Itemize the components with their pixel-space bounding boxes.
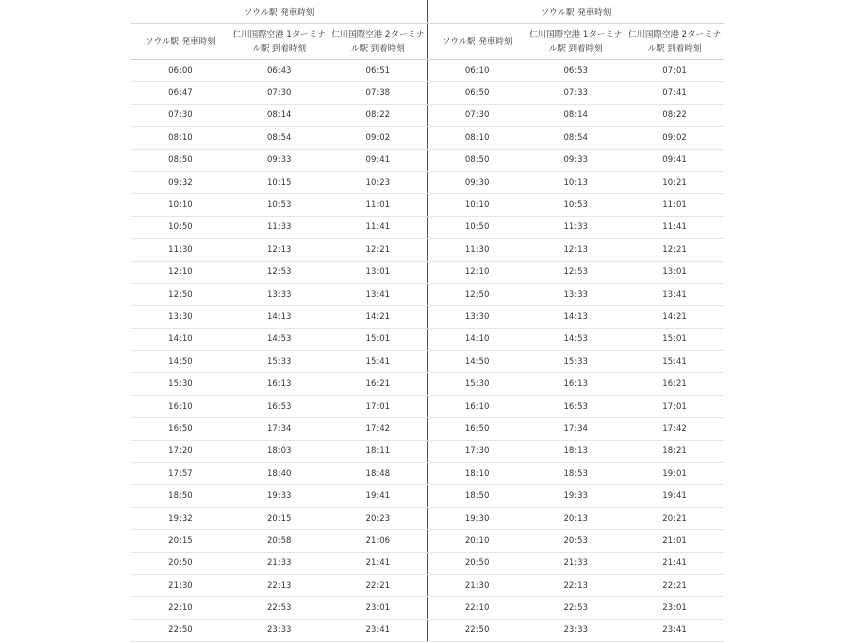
right-t1-arrival-time: 09:33 — [526, 149, 625, 171]
right-t1-arrival-time: 20:53 — [526, 530, 625, 552]
left-t1-arrival-time: 21:33 — [230, 552, 329, 574]
right-seoul-departure-time: 22:50 — [427, 619, 526, 641]
right-t2-arrival-time: 21:41 — [625, 552, 724, 574]
right-t1-arrival-time: 06:53 — [526, 60, 625, 82]
right-t1-arrival-time: 21:33 — [526, 552, 625, 574]
right-seoul-departure-time: 15:30 — [427, 373, 526, 395]
right-seoul-departure-time: 06:10 — [427, 60, 526, 82]
left-seoul-departure-time: 17:57 — [131, 463, 230, 485]
right-t1-arrival-time: 10:13 — [526, 171, 625, 193]
right-t1-arrival-time: 11:33 — [526, 216, 625, 238]
table-row — [131, 373, 724, 395]
right-t2-arrival-time: 08:22 — [625, 104, 724, 126]
left-t2-arrival-time: 18:11 — [329, 440, 428, 462]
left-t1-arrival-time: 12:53 — [230, 261, 329, 283]
right-seoul-departure-time: 18:10 — [427, 463, 526, 485]
right-seoul-departure-time: 13:30 — [427, 306, 526, 328]
left-seoul-departure-time: 06:47 — [131, 82, 230, 104]
right-t1-arrival-time: 22:13 — [526, 574, 625, 596]
left-seoul-departure-time: 16:10 — [131, 395, 230, 417]
left-t2-arrival-time: 19:41 — [329, 485, 428, 507]
left-t2-arrival-time: 11:01 — [329, 194, 428, 216]
right-t2-arrival-time: 21:01 — [625, 530, 724, 552]
left-t2-arrival-time: 23:01 — [329, 597, 428, 619]
left-seoul-departure-time: 18:50 — [131, 485, 230, 507]
left-t2-arrival-time: 22:21 — [329, 574, 428, 596]
left-t1-arrival-time: 14:13 — [230, 306, 329, 328]
right-t2-arrival-time: 23:01 — [625, 597, 724, 619]
right-t1-arrival-time: 20:13 — [526, 507, 625, 529]
left-t1-arrival-time: 20:58 — [230, 530, 329, 552]
right-seoul-departure-time: 12:50 — [427, 283, 526, 305]
table-row — [131, 104, 724, 126]
table-row — [131, 463, 724, 485]
right-t1-arrival-time: 18:53 — [526, 463, 625, 485]
left-t1-arrival-time: 16:13 — [230, 373, 329, 395]
table-row — [131, 351, 724, 373]
right-seoul-departure-time: 16:50 — [427, 418, 526, 440]
table-row — [131, 507, 724, 529]
right-t1-arrival-time: 12:53 — [526, 261, 625, 283]
table-row — [131, 440, 724, 462]
left-t2-arrival-time: 13:01 — [329, 261, 428, 283]
right-t2-arrival-time: 09:41 — [625, 149, 724, 171]
right-seoul-departure-time: 06:50 — [427, 82, 526, 104]
right-seoul-departure-time: 10:50 — [427, 216, 526, 238]
left-header-seoul-departure: ソウル駅 発車時刻 — [131, 24, 230, 60]
table-row — [131, 619, 724, 641]
right-seoul-departure-time: 08:50 — [427, 149, 526, 171]
left-t1-arrival-time: 10:15 — [230, 171, 329, 193]
right-t2-arrival-time: 12:21 — [625, 239, 724, 261]
left-header-t2-arrival: 仁川国際空港 2ターミナル駅 到着時刻 — [329, 24, 428, 60]
left-t2-arrival-time: 14:21 — [329, 306, 428, 328]
left-t1-arrival-time: 08:54 — [230, 127, 329, 149]
left-t1-arrival-time: 14:53 — [230, 328, 329, 350]
right-seoul-departure-time: 07:30 — [427, 104, 526, 126]
left-t1-arrival-time: 15:33 — [230, 351, 329, 373]
table-row — [131, 328, 724, 350]
left-t2-arrival-time: 20:23 — [329, 507, 428, 529]
right-t2-arrival-time: 22:21 — [625, 574, 724, 596]
left-t1-arrival-time: 06:43 — [230, 60, 329, 82]
left-t1-arrival-time: 22:53 — [230, 597, 329, 619]
right-seoul-departure-time: 17:30 — [427, 440, 526, 462]
table-row — [131, 149, 724, 171]
table-row — [131, 395, 724, 417]
table-row — [131, 552, 724, 574]
left-seoul-departure-time: 21:30 — [131, 574, 230, 596]
left-t1-arrival-time: 10:53 — [230, 194, 329, 216]
timetable-container — [131, 0, 724, 640]
table-row — [131, 82, 724, 104]
right-seoul-departure-time: 16:10 — [427, 395, 526, 417]
table-row — [131, 194, 724, 216]
right-t1-arrival-time: 16:13 — [526, 373, 625, 395]
right-t2-arrival-time: 19:01 — [625, 463, 724, 485]
left-seoul-departure-time: 16:50 — [131, 418, 230, 440]
left-t1-arrival-time: 13:33 — [230, 283, 329, 305]
table-row — [131, 530, 724, 552]
left-seoul-departure-time: 14:10 — [131, 328, 230, 350]
left-seoul-departure-time: 08:50 — [131, 149, 230, 171]
table-row — [131, 127, 724, 149]
left-t2-arrival-time: 08:22 — [329, 104, 428, 126]
right-t1-arrival-time: 10:53 — [526, 194, 625, 216]
left-group-title: ソウル駅 発車時刻 — [131, 0, 427, 24]
right-seoul-departure-time: 11:30 — [427, 239, 526, 261]
left-seoul-departure-time: 14:50 — [131, 351, 230, 373]
right-seoul-departure-time: 19:30 — [427, 507, 526, 529]
right-t2-arrival-time: 17:01 — [625, 395, 724, 417]
left-seoul-departure-time: 13:30 — [131, 306, 230, 328]
left-t2-arrival-time: 09:41 — [329, 149, 428, 171]
left-t2-arrival-time: 23:41 — [329, 619, 428, 641]
left-t2-arrival-time: 21:41 — [329, 552, 428, 574]
left-t2-arrival-time: 07:38 — [329, 82, 428, 104]
right-t2-arrival-time: 07:41 — [625, 82, 724, 104]
left-seoul-departure-time: 06:00 — [131, 60, 230, 82]
right-t1-arrival-time: 07:33 — [526, 82, 625, 104]
right-group-title: ソウル駅 発車時刻 — [427, 0, 724, 24]
right-seoul-departure-time: 14:50 — [427, 351, 526, 373]
right-t2-arrival-time: 17:42 — [625, 418, 724, 440]
table-row — [131, 306, 724, 328]
left-t2-arrival-time: 11:41 — [329, 216, 428, 238]
left-t1-arrival-time: 16:53 — [230, 395, 329, 417]
right-t1-arrival-time: 18:13 — [526, 440, 625, 462]
left-t1-arrival-time: 20:15 — [230, 507, 329, 529]
table-row — [131, 485, 724, 507]
right-t1-arrival-time: 13:33 — [526, 283, 625, 305]
left-seoul-departure-time: 10:50 — [131, 216, 230, 238]
right-seoul-departure-time: 10:10 — [427, 194, 526, 216]
table-row — [131, 574, 724, 596]
left-t2-arrival-time: 17:42 — [329, 418, 428, 440]
left-t2-arrival-time: 17:01 — [329, 395, 428, 417]
left-t1-arrival-time: 12:13 — [230, 239, 329, 261]
right-header-t2-arrival: 仁川国際空港 2ターミナル駅 到着時刻 — [625, 24, 724, 60]
table-row — [131, 216, 724, 238]
left-seoul-departure-time: 12:50 — [131, 283, 230, 305]
table-row — [131, 60, 724, 82]
left-t2-arrival-time: 18:48 — [329, 463, 428, 485]
table-row — [131, 597, 724, 619]
left-seoul-departure-time: 08:10 — [131, 127, 230, 149]
left-t2-arrival-time: 15:01 — [329, 328, 428, 350]
right-t1-arrival-time: 23:33 — [526, 619, 625, 641]
right-seoul-departure-time: 22:10 — [427, 597, 526, 619]
left-seoul-departure-time: 20:50 — [131, 552, 230, 574]
table-row — [131, 171, 724, 193]
right-header-seoul-departure: ソウル駅 発車時刻 — [427, 24, 526, 60]
right-header-t1-arrival: 仁川国際空港 1ターミナル駅 到着時刻 — [526, 24, 625, 60]
right-t2-arrival-time: 23:41 — [625, 619, 724, 641]
table-row — [131, 283, 724, 305]
right-t2-arrival-time: 07:01 — [625, 60, 724, 82]
right-t2-arrival-time: 11:41 — [625, 216, 724, 238]
right-t2-arrival-time: 16:21 — [625, 373, 724, 395]
left-t1-arrival-time: 19:33 — [230, 485, 329, 507]
left-t1-arrival-time: 18:03 — [230, 440, 329, 462]
left-t1-arrival-time: 18:40 — [230, 463, 329, 485]
right-seoul-departure-time: 14:10 — [427, 328, 526, 350]
right-t2-arrival-time: 18:21 — [625, 440, 724, 462]
left-seoul-departure-time: 15:30 — [131, 373, 230, 395]
right-t1-arrival-time: 08:14 — [526, 104, 625, 126]
right-t2-arrival-time: 20:21 — [625, 507, 724, 529]
right-t1-arrival-time: 14:13 — [526, 306, 625, 328]
table-row — [131, 418, 724, 440]
left-seoul-departure-time: 22:50 — [131, 619, 230, 641]
left-seoul-departure-time: 07:30 — [131, 104, 230, 126]
column-header-row — [131, 24, 724, 60]
right-t1-arrival-time: 08:54 — [526, 127, 625, 149]
left-t2-arrival-time: 16:21 — [329, 373, 428, 395]
timetable — [131, 0, 724, 642]
left-t1-arrival-time: 08:14 — [230, 104, 329, 126]
left-t2-arrival-time: 15:41 — [329, 351, 428, 373]
left-t1-arrival-time: 23:33 — [230, 619, 329, 641]
group-header-row — [131, 0, 724, 24]
left-t2-arrival-time: 21:06 — [329, 530, 428, 552]
left-t2-arrival-time: 13:41 — [329, 283, 428, 305]
right-t1-arrival-time: 16:53 — [526, 395, 625, 417]
right-seoul-departure-time: 20:50 — [427, 552, 526, 574]
right-t2-arrival-time: 15:01 — [625, 328, 724, 350]
left-seoul-departure-time: 09:32 — [131, 171, 230, 193]
left-seoul-departure-time: 20:15 — [131, 530, 230, 552]
right-seoul-departure-time: 21:30 — [427, 574, 526, 596]
left-seoul-departure-time: 19:32 — [131, 507, 230, 529]
right-t1-arrival-time: 19:33 — [526, 485, 625, 507]
left-header-t1-arrival: 仁川国際空港 1ターミナル駅 到着時刻 — [230, 24, 329, 60]
left-t1-arrival-time: 22:13 — [230, 574, 329, 596]
right-t2-arrival-time: 10:21 — [625, 171, 724, 193]
timetable-body — [131, 60, 724, 642]
right-t1-arrival-time: 14:53 — [526, 328, 625, 350]
left-t1-arrival-time: 09:33 — [230, 149, 329, 171]
right-t2-arrival-time: 13:41 — [625, 283, 724, 305]
right-t2-arrival-time: 11:01 — [625, 194, 724, 216]
left-t1-arrival-time: 07:30 — [230, 82, 329, 104]
left-t2-arrival-time: 12:21 — [329, 239, 428, 261]
left-seoul-departure-time: 10:10 — [131, 194, 230, 216]
left-seoul-departure-time: 11:30 — [131, 239, 230, 261]
right-seoul-departure-time: 08:10 — [427, 127, 526, 149]
left-seoul-departure-time: 22:10 — [131, 597, 230, 619]
right-seoul-departure-time: 09:30 — [427, 171, 526, 193]
right-t1-arrival-time: 12:13 — [526, 239, 625, 261]
right-seoul-departure-time: 18:50 — [427, 485, 526, 507]
right-seoul-departure-time: 12:10 — [427, 261, 526, 283]
right-t2-arrival-time: 15:41 — [625, 351, 724, 373]
right-t2-arrival-time: 09:02 — [625, 127, 724, 149]
right-t1-arrival-time: 17:34 — [526, 418, 625, 440]
left-t2-arrival-time: 06:51 — [329, 60, 428, 82]
right-t2-arrival-time: 14:21 — [625, 306, 724, 328]
table-row — [131, 239, 724, 261]
table-row — [131, 261, 724, 283]
left-t1-arrival-time: 11:33 — [230, 216, 329, 238]
left-t1-arrival-time: 17:34 — [230, 418, 329, 440]
right-t2-arrival-time: 19:41 — [625, 485, 724, 507]
left-seoul-departure-time: 12:10 — [131, 261, 230, 283]
left-seoul-departure-time: 17:20 — [131, 440, 230, 462]
right-t1-arrival-time: 22:53 — [526, 597, 625, 619]
right-seoul-departure-time: 20:10 — [427, 530, 526, 552]
right-t1-arrival-time: 15:33 — [526, 351, 625, 373]
right-t2-arrival-time: 13:01 — [625, 261, 724, 283]
left-t2-arrival-time: 10:23 — [329, 171, 428, 193]
left-t2-arrival-time: 09:02 — [329, 127, 428, 149]
